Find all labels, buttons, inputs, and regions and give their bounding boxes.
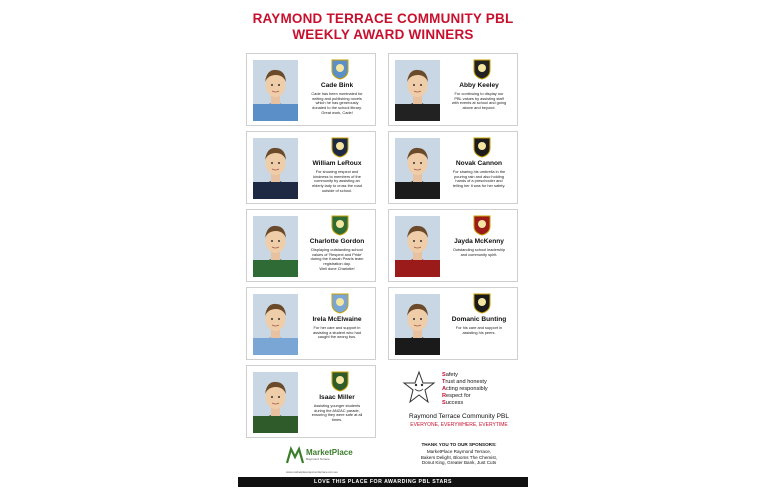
award-description: For sharing his umbrella in the pouring rain and also holding hands of a preschooler and telling her it was for her safety. (452, 169, 506, 189)
safety-word: cting responsibly (446, 386, 488, 392)
winner-card (246, 131, 376, 204)
winner-card (388, 53, 518, 126)
student-photo (253, 294, 298, 355)
student-photo (395, 138, 440, 199)
student-photo (395, 294, 440, 355)
winner-card (246, 287, 376, 360)
green-circle-crest-icon (329, 214, 351, 236)
student-photo (395, 60, 440, 121)
winner-card (388, 287, 518, 360)
winner-card (388, 209, 518, 282)
motto: EVERYONE, EVERYWHERE, EVERYTIME (410, 422, 508, 428)
award-description: Displaying outstanding school values of 'Respect and Pride' during the Karuah Pearls team registration day. Well done Charlotte! (310, 247, 364, 271)
sponsors-list: MarketPlace Raymond Terrace, Bakers Delight, Blooms The Chemist, Donut King, Greater Bank, Just Cuts (420, 449, 498, 466)
student-name: Irela McElwaine (312, 316, 362, 323)
marketplace-logo (286, 444, 366, 470)
safety-line (442, 372, 488, 379)
title-line-2: WEEKLY AWARD WINNERS (292, 27, 474, 42)
footer-banner: LOVE THIS PLACE FOR AWARDING PBL STARS (238, 477, 528, 487)
title-line-1: RAYMOND TERRACE COMMUNITY PBL (252, 11, 514, 26)
safety-line (442, 386, 488, 393)
award-description: Outstanding school leadership and community spirit. (452, 247, 506, 257)
award-description: For her care and support in assisting a student who had caught the wrong bus. (312, 325, 361, 340)
award-description: For continuing to display our PBL values by assisting staff with events at school and going above and beyond. (451, 91, 507, 111)
rt-pbl-label: Raymond Terrace Community PBL (409, 413, 509, 420)
marketplace-url: www.marketplaceraymondterrace.com.au (286, 470, 338, 474)
student-name: Jayda McKenny (454, 238, 504, 245)
safety-line (442, 379, 488, 386)
red-white-crest-icon (329, 292, 351, 314)
student-name: Abby Keeley (459, 82, 499, 89)
safety-word: afety (445, 372, 458, 378)
safety-letter: R (442, 393, 447, 399)
student-photo (253, 216, 298, 277)
student-name: Novak Cannon (455, 160, 503, 167)
marketplace-name: MarketPlace (306, 448, 353, 457)
safety-acronym (442, 372, 488, 407)
safety-letter: T (442, 379, 446, 385)
black-gold-crest-icon (471, 292, 493, 314)
green-gold-crest-icon (329, 370, 351, 392)
student-name: Domanic Bunting (451, 316, 507, 323)
safety-word: uccess (445, 400, 464, 406)
safety-word: rust and honesty (445, 379, 487, 385)
student-photo (253, 372, 298, 433)
safety-letter: S (442, 400, 446, 406)
student-name: Isaac Miller (319, 394, 355, 401)
student-name: William LeRoux (312, 160, 362, 167)
star-mascot-icon (402, 370, 436, 406)
award-sheet (238, 0, 528, 496)
green-school-crest-icon (471, 58, 493, 80)
winner-card (246, 365, 376, 438)
student-photo (253, 60, 298, 121)
hr-school-logo-icon (329, 58, 351, 80)
safety-letter: S (442, 372, 446, 378)
winner-card (246, 209, 376, 282)
safety-line (442, 400, 488, 407)
blue-gold-crest-icon (471, 136, 493, 158)
award-description: For showing respect and kindness to members of the community by assisting an elderly lady to cross the road outside of school. (312, 169, 362, 193)
blue-shield-crest-icon (329, 136, 351, 158)
award-description: Assisting younger students during the ANZAC parade, ensuring they were safe at all times. (311, 403, 363, 423)
winner-card (246, 53, 376, 126)
marketplace-m-icon (286, 446, 304, 464)
red-bird-crest-icon (471, 214, 493, 236)
student-photo (395, 216, 440, 277)
safety-letter: A (442, 386, 447, 392)
safety-line (442, 393, 488, 400)
award-description: For his care and support in assisting his peers. (455, 325, 503, 335)
student-name: Charlotte Gordon (309, 238, 365, 245)
student-name: Cade Bink (320, 82, 354, 89)
sponsors-heading: THANK YOU TO OUR SPONSORS: (421, 442, 497, 447)
award-description: Cade has been nominated for writing and publishing novels which he has generously donated to the school library. Great work, Cade! (311, 91, 363, 115)
safety-word: espect for (446, 393, 471, 399)
student-photo (253, 138, 298, 199)
winner-card (388, 131, 518, 204)
marketplace-sub: Raymond Terrace (306, 457, 330, 461)
